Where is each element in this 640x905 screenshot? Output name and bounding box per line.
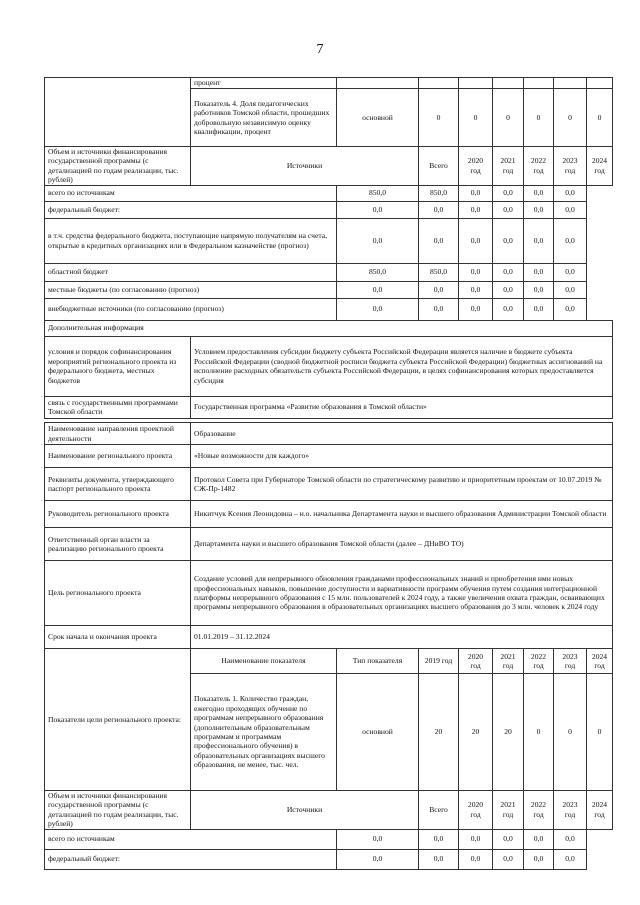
finance-value: 0,0	[337, 829, 419, 849]
regional-project-table	[44, 422, 613, 870]
finance-label: Объем и источники финансирования государственной программы (с детализацией по годам реализации, тыс. рублей)	[45, 791, 191, 830]
info-value: Департамента науки и высшего образования Томской области (далее – ДНиВО ТО)	[191, 528, 613, 561]
finance-value: 0,0	[524, 281, 554, 298]
project-table-continued	[44, 77, 613, 419]
finance-value: 0,0	[524, 829, 554, 849]
finance-value: 0,0	[554, 218, 587, 263]
finance-value: 0,0	[493, 201, 524, 218]
finance-value: 0,0	[493, 849, 524, 869]
finance-header-row: Объем и источники финансирования государственной программы (с детализацией по годам реализации, тыс. рублей) Источники Всего 2020 год 2021 год 2022 год 2023 год 2024 год	[45, 147, 613, 186]
finance-value: 0,0	[419, 829, 459, 849]
info-value: «Новые возможности для каждого»	[191, 445, 613, 468]
finance-row	[45, 849, 613, 869]
finance-row	[45, 218, 613, 263]
finance-row	[45, 201, 613, 218]
finance-row	[45, 281, 613, 298]
finance-source: областной бюджет	[45, 263, 337, 281]
finance-row	[45, 298, 613, 320]
finance-value: 0,0	[459, 263, 493, 281]
finance-value: 0,0	[337, 218, 419, 263]
finance-source: федеральный бюджет:	[45, 849, 337, 869]
finance-source: местные бюджеты (по согласованию (прогноз)	[45, 281, 337, 298]
finance-value: 0,0	[419, 218, 459, 263]
finance-source: всего по источникам	[45, 185, 337, 201]
finance-header-row: Объем и источники финансирования государственной программы (с детализацией по годам реализации, тыс. рублей) Источники Всего 2020 год 2021 год 2022 год 2023 год 2024 год	[45, 791, 613, 830]
finance-label: Объем и источники финансирования государственной программы (с детализацией по годам реализации, тыс. рублей)	[45, 147, 191, 186]
info-row	[45, 423, 613, 445]
indicators-header-row: Показатели цели регионального проекта: Наименование показателя Тип показателя 2019 год 2020 год 2021 год 2022 год 2023 год 2024 год	[45, 649, 613, 674]
finance-value: 0,0	[419, 201, 459, 218]
programs-link-row: связь с государственными программами Томской области Государственная программа «Развитие образования в Томской области»	[45, 396, 613, 418]
finance-value: 0,0	[493, 263, 524, 281]
finance-value: 0,0	[459, 849, 493, 869]
page-number: 7	[316, 42, 324, 57]
cofinancing-row: условия и порядок софинансирования мероприятий регионального проекта из федерального бюджета, местных бюджетов Условием предоставления субсидии бюджету субъекта Российской Федерации является наличие в бюджете субъекта Российской Федерации (сводной бюджетной росписи бюджета субъекта Российской Федерации) бюджетных ассигнований на исполнение расходных обязательств субъекта Российской Федерации, в целях софинансирования которых предоставляется субсидия	[45, 336, 613, 396]
indicator-row: Показатель 4. Доля педагогических работников Томской области, прошедших добровольную независимую оценку квалификации, процент основной 0 0 0 0 0 0	[45, 89, 613, 147]
finance-value: 0,0	[459, 201, 493, 218]
info-value: Никитчук Ксения Леонидовна – и.о. начальника Департамента науки и высшего образования Администрации Томской области	[191, 501, 613, 528]
finance-value: 0,0	[419, 281, 459, 298]
finance-value: 0,0	[493, 185, 524, 201]
info-label: Руководитель регионального проекта	[45, 501, 191, 528]
info-row	[45, 626, 613, 649]
finance-value: 0,0	[524, 201, 554, 218]
info-value: Создание условий для непрерывного обновления гражданами профессиональных знаний и приобретения ими новых профессиональных навыков, повышение доступности и вариативности программ обучения путем создания интеграционной платформы непрерывного образования с 15 млн. пользователей к 2024 году, а также увеличения охвата граждан, осваивающих программы непрерывного образования в образовательных организациях высшего образования до 3 млн. человек к 2024 году	[191, 561, 613, 626]
finance-value: 0,0	[459, 281, 493, 298]
finance-value: 0,0	[337, 298, 419, 320]
finance-value: 0,0	[337, 201, 419, 218]
finance-value: 850,0	[419, 185, 459, 201]
indicator-name: Показатель 4. Доля педагогических работников Томской области, прошедших добровольную независимую оценку квалификации, процент	[191, 89, 337, 147]
finance-value: 0,0	[554, 281, 587, 298]
additional-info-row: Дополнительная информация	[45, 320, 613, 336]
info-value: Образование	[191, 423, 613, 445]
finance-row	[45, 263, 613, 281]
info-value: 01.01.2019 – 31.12.2024	[191, 626, 613, 649]
finance-value: 0,0	[493, 218, 524, 263]
finance-value: 0,0	[554, 298, 587, 320]
finance-value: 0,0	[524, 298, 554, 320]
finance-row	[45, 829, 613, 849]
info-value: Протокол Совета при Губернаторе Томской области по стратегическому развитию и приоритетным проектам от 10.07.2019 № СЖ-Пр-1482	[191, 468, 613, 501]
info-label: Реквизиты документа, утверждающего паспорт регионального проекта	[45, 468, 191, 501]
finance-row	[45, 185, 613, 201]
finance-value: 0,0	[524, 263, 554, 281]
indicator-row: Показатель 1. Количество граждан, ежегодно проходящих обучение по программам непрерывного образования (дополнительным образовательным программам и программам профессионального обучения) в образовательных организациях высшего образования, не менее, тыс. чел. основной 20 20 20 0 0 0	[45, 674, 613, 791]
finance-value: 0,0	[459, 829, 493, 849]
finance-value: 0,0	[493, 281, 524, 298]
finance-value: 0,0	[419, 298, 459, 320]
finance-value: 0,0	[419, 849, 459, 869]
info-label: Ответственный орган власти за реализацию регионального проекта	[45, 528, 191, 561]
finance-value: 0,0	[554, 201, 587, 218]
finance-value: 0,0	[524, 185, 554, 201]
finance-value: 0,0	[337, 849, 419, 869]
finance-value: 0,0	[459, 298, 493, 320]
finance-value: 0,0	[337, 281, 419, 298]
finance-source: всего по источникам	[45, 829, 337, 849]
finance-value: 0,0	[554, 263, 587, 281]
info-row	[45, 501, 613, 528]
finance-value: 0,0	[493, 829, 524, 849]
finance-value: 0,0	[493, 298, 524, 320]
table-row: процент	[45, 78, 613, 89]
info-label: Срок начала и окончания проекта	[45, 626, 191, 649]
info-label: Наименование направления проектной деятельности	[45, 423, 191, 445]
info-row	[45, 528, 613, 561]
finance-value: 0,0	[524, 218, 554, 263]
finance-value: 0,0	[459, 218, 493, 263]
finance-value: 850,0	[337, 263, 419, 281]
finance-source: внебюджетные источники (по согласованию (прогноз)	[45, 298, 337, 320]
info-row	[45, 445, 613, 468]
info-label: Цель регионального проекта	[45, 561, 191, 626]
finance-value: 0,0	[459, 185, 493, 201]
finance-value: 850,0	[337, 185, 419, 201]
finance-value: 0,0	[554, 849, 587, 869]
finance-source: федеральный бюджет:	[45, 201, 337, 218]
finance-value: 850,0	[419, 263, 459, 281]
info-row	[45, 561, 613, 626]
finance-source: в т.ч. средства федерального бюджета, поступающие напрямую получателям на счета, открытые в кредитных организациях или в Федеральном казначействе (прогноз)	[45, 218, 337, 263]
finance-value: 0,0	[524, 849, 554, 869]
finance-value: 0,0	[554, 829, 587, 849]
info-row	[45, 468, 613, 501]
finance-value: 0,0	[554, 185, 587, 201]
info-label: Наименование регионального проекта	[45, 445, 191, 468]
indicators-label: Показатели цели регионального проекта:	[45, 649, 191, 791]
